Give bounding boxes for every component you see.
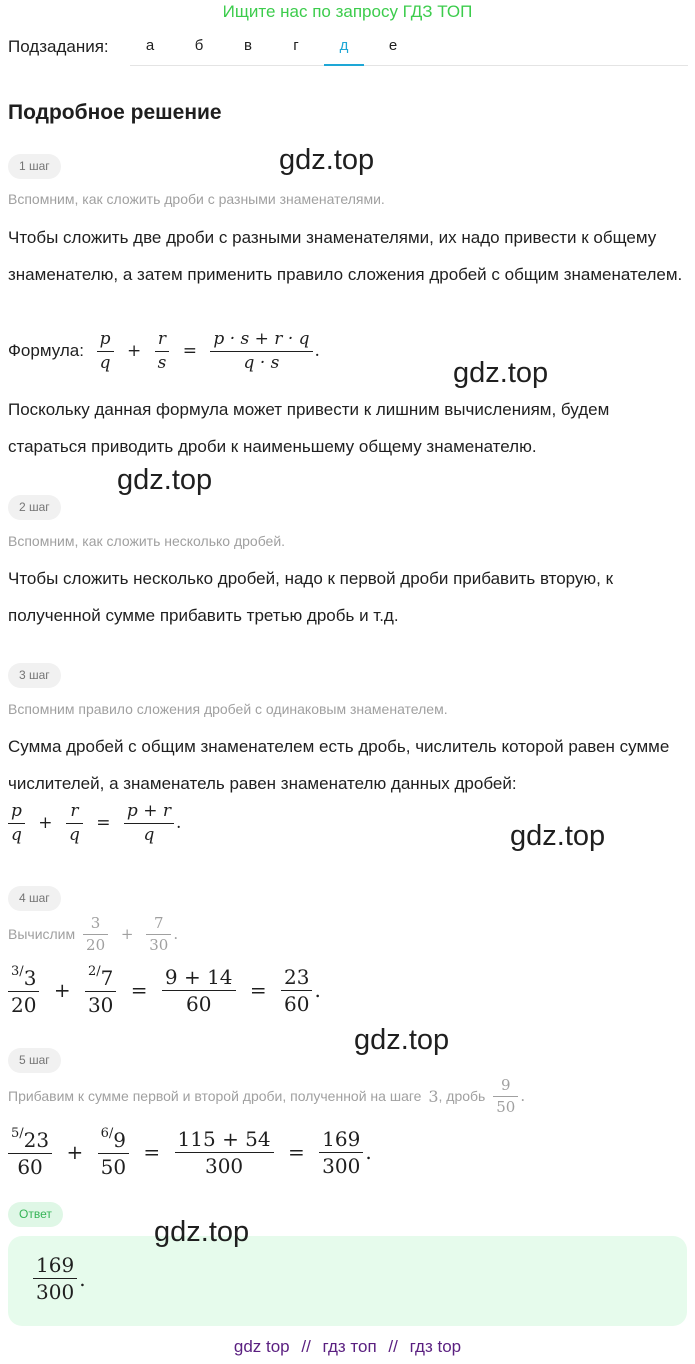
step-4-calculation: $\frac{^{3/}3}{20}$ + $\frac{^{2/}7}{30}$ = $\frac{9 + 14}{60}$ = $\frac{23}{60}$ .: [8, 965, 321, 1016]
formula-label: Формула:: [8, 341, 84, 361]
tab-b[interactable]: б: [194, 37, 204, 54]
tab-a[interactable]: а: [145, 37, 155, 54]
watermark: gdz.top: [117, 464, 213, 496]
watermark: gdz.top: [510, 820, 606, 852]
step-3-hint: Вспомним правило сложения дробей с одинаковым знаменателем.: [8, 701, 448, 717]
footer-separator: //: [388, 1337, 398, 1356]
step-3-text: Сумма дробей с общим знаменателем есть дробь, числитель которой равен сумме числителей, а знаменатель равен знаменателю данных дробей:: [8, 737, 670, 793]
top-banner[interactable]: Ищите нас по запросу ГДЗ ТОП: [222, 2, 473, 21]
watermark: gdz.top: [354, 1024, 450, 1056]
footer-link-1[interactable]: gdz top: [233, 1337, 290, 1356]
step-1-formula: Формула: $\frac{p}{q}$ + $\frac{r}{s}$ = $\frac{p \cdot s + r \cdot q}{q \cdot s}$ .: [8, 329, 320, 373]
tab-v[interactable]: в: [244, 37, 252, 54]
step-5-hint: Прибавим к сумме первой и второй дроби, полученной на шаге 3, дробь $\frac{9}{50}$ .: [8, 1076, 526, 1116]
subtasks-label: Подзадания:: [8, 37, 109, 56]
step-5-calculation: $\frac{^{5/}23}{60}$ + $\frac{^{6/}9}{50}$ = $\frac{115 + 54}{300}$ = $\frac{169}{300}$ .: [8, 1127, 372, 1178]
answer-badge: Ответ: [8, 1202, 63, 1227]
step-2-badge: 2 шаг: [8, 495, 61, 520]
footer-separator: //: [301, 1337, 311, 1356]
footer-links: [0, 1337, 695, 1357]
tab-e[interactable]: е: [388, 37, 398, 54]
step-1-badge: 1 шаг: [8, 154, 61, 179]
answer-box: [8, 1236, 687, 1326]
watermark: gdz.top: [279, 144, 375, 176]
step-1-text-2: Поскольку данная формула может привести к лишним вычислениям, будем стараться приводить дроби к наименьшему общему знаменателю.: [8, 400, 610, 456]
tab-g[interactable]: г: [293, 37, 299, 54]
step-1-hint: Вспомним, как сложить дроби с разными знаменателями.: [8, 191, 385, 207]
step-3-badge: 3 шаг: [8, 663, 61, 688]
footer-link-3[interactable]: гдз top: [409, 1337, 462, 1356]
watermark: gdz.top: [453, 357, 549, 389]
step-2-hint: Вспомним, как сложить несколько дробей.: [8, 533, 286, 549]
step-4-hint: Вычислим $\frac{3}{20}$ + $\frac{7}{30}$ .: [8, 914, 179, 954]
step-2-text: Чтобы сложить несколько дробей, надо к первой дроби прибавить вторую, к полученной сумме прибавить третью дробь и т.д.: [8, 569, 614, 625]
step-3-formula: $\frac{p}{q}$ + $\frac{r}{q}$ = $\frac{p + r}{q}$ .: [8, 802, 181, 844]
subtasks-bar: [8, 34, 688, 66]
footer-link-2[interactable]: гдз топ: [322, 1337, 377, 1356]
step-5-badge: 5 шаг: [8, 1048, 61, 1073]
subtasks-divider: [130, 65, 688, 66]
step-4-badge: 4 шаг: [8, 886, 61, 911]
tab-d[interactable]: д: [324, 34, 364, 66]
watermark: gdz.top: [154, 1216, 250, 1248]
section-title: Подробное решение: [8, 101, 222, 124]
step-1-text: Чтобы сложить две дроби с разными знаменателями, их надо привести к общему знаменателю, а затем применить правило сложения дробей с общим знаменателем.: [8, 228, 683, 284]
answer-value: $\frac{169}{300}$ .: [33, 1254, 86, 1303]
